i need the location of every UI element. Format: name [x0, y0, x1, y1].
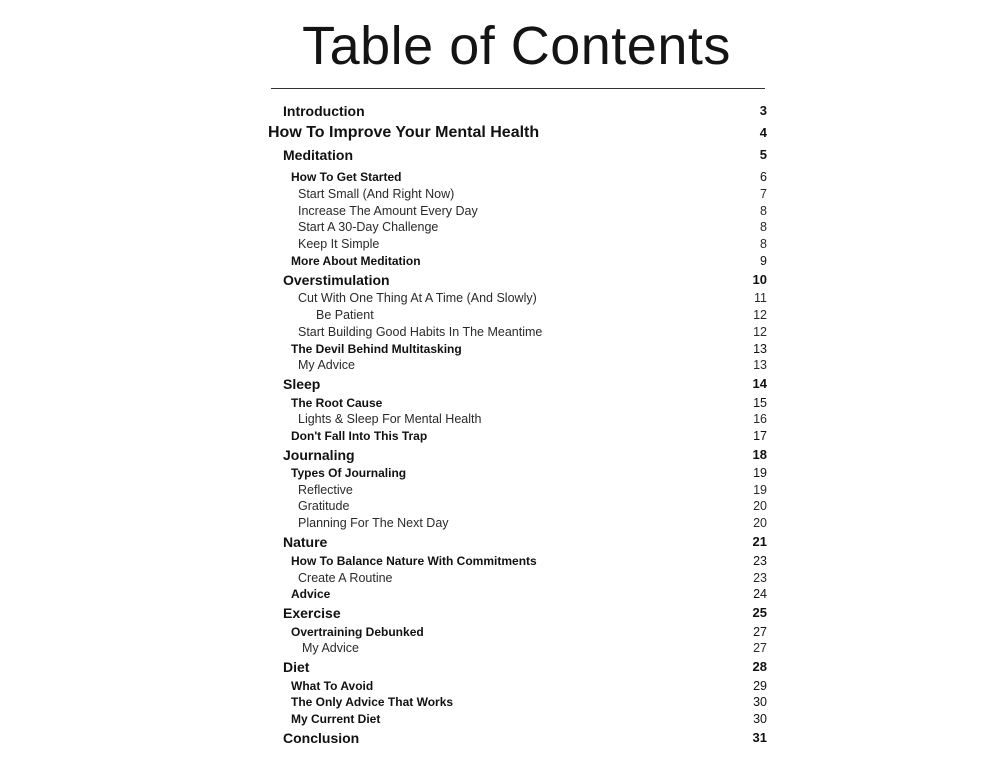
toc-entry-title: Meditation [283, 147, 353, 163]
toc-entry-title: The Devil Behind Multitasking [291, 342, 462, 356]
toc-entry[interactable] [0, 289, 1005, 307]
toc-entry[interactable] [0, 218, 1005, 236]
toc-entry[interactable] [0, 185, 1005, 203]
toc-entry-title: Keep It Simple [298, 237, 380, 251]
toc-entry-page-number: 29 [753, 679, 767, 693]
toc-entry-title: Cut With One Thing At A Time (And Slowly) [298, 291, 537, 305]
toc-entry-page-number: 6 [760, 170, 767, 184]
toc-entry-title: Reflective [298, 483, 353, 497]
toc-entry-page-number: 21 [752, 534, 767, 549]
toc-entry-title: Journaling [283, 447, 355, 463]
toc-entry-page-number: 5 [759, 147, 767, 162]
toc-entry[interactable] [0, 552, 1005, 570]
toc-entry[interactable] [0, 124, 1005, 142]
toc-entry-page-number: 8 [760, 237, 767, 251]
toc-entry-title: Conclusion [283, 730, 360, 746]
toc-entry-title: Overstimulation [283, 272, 390, 288]
toc-entry[interactable] [0, 323, 1005, 341]
toc-entry-page-number: 31 [752, 730, 767, 745]
toc-entry-title: What To Avoid [291, 679, 374, 693]
toc-entry-title: The Only Advice That Works [291, 695, 454, 709]
toc-entry[interactable] [0, 427, 1005, 445]
toc-entry-page-number: 10 [752, 272, 767, 287]
toc-entry-title: Types Of Journaling [291, 466, 407, 480]
toc-entry-page-number: 27 [753, 641, 767, 655]
toc-entry-page-number: 23 [753, 571, 767, 585]
page-title: Table of Contents [302, 16, 731, 76]
toc-entry-page-number: 11 [754, 291, 767, 305]
toc-entry-title: My Advice [302, 641, 359, 655]
toc-entry-page-number: 25 [752, 605, 767, 620]
toc-entry-title: Start A 30-Day Challenge [298, 220, 439, 234]
toc-entry[interactable] [0, 356, 1005, 374]
toc-entry-title: Advice [291, 587, 331, 601]
toc-entry-page-number: 9 [760, 254, 767, 268]
toc-entry-title: Lights & Sleep For Mental Health [298, 412, 482, 426]
toc-entry[interactable] [0, 271, 1005, 289]
toc-entry-page-number: 16 [753, 412, 767, 426]
toc-entry[interactable] [0, 497, 1005, 515]
toc-entry-title: Be Patient [316, 308, 374, 322]
toc-entry-page-number: 30 [753, 712, 767, 726]
toc-entry-title: The Root Cause [291, 396, 383, 410]
toc-entry[interactable] [0, 410, 1005, 428]
toc-entry-page-number: 23 [753, 554, 767, 568]
toc-entry[interactable] [0, 658, 1005, 676]
toc-entry[interactable] [0, 729, 1005, 747]
toc-entry-page-number: 3 [759, 103, 767, 118]
toc-entry-page-number: 30 [753, 695, 767, 709]
toc-entry-page-number: 17 [753, 429, 767, 443]
toc-entry[interactable] [0, 639, 1005, 657]
toc-entry-page-number: 8 [760, 220, 767, 234]
toc-entry-page-number: 13 [753, 342, 767, 356]
toc-entry[interactable] [0, 533, 1005, 551]
toc-entry-title: How To Balance Nature With Commitments [291, 554, 537, 568]
toc-entry-title: Increase The Amount Every Day [298, 204, 478, 218]
toc-entry-page-number: 8 [760, 204, 767, 218]
toc-entry-page-number: 14 [752, 376, 767, 391]
toc-entry-title: Don't Fall Into This Trap [291, 429, 428, 443]
toc-entry-title: Diet [283, 659, 310, 675]
toc-entry[interactable] [0, 446, 1005, 464]
toc-entry-title: Gratitude [298, 499, 350, 513]
toc-entry[interactable] [0, 235, 1005, 253]
toc-entry-page-number: 20 [753, 499, 767, 513]
toc-entry-page-number: 27 [753, 625, 767, 639]
toc-entry-title: Planning For The Next Day [298, 516, 449, 530]
toc-entry[interactable] [0, 375, 1005, 393]
toc-entry-page-number: 20 [753, 516, 767, 530]
toc-entry-page-number: 15 [753, 396, 767, 410]
toc-entry-title: How To Get Started [291, 170, 402, 184]
toc-entry[interactable] [0, 710, 1005, 728]
toc-entry[interactable] [0, 693, 1005, 711]
toc-entry-page-number: 7 [760, 187, 767, 201]
toc-entry-title: My Current Diet [291, 712, 381, 726]
toc-entry-title: Overtraining Debunked [291, 625, 424, 639]
toc-entry-title: How To Improve Your Mental Health [268, 124, 540, 141]
toc-entry-page-number: 28 [752, 659, 767, 674]
toc-entry-title: Sleep [283, 376, 321, 392]
toc-entry-title: Exercise [283, 605, 341, 621]
toc-entry-title: My Advice [298, 358, 355, 372]
toc-entry[interactable] [0, 306, 1005, 324]
toc-entry-page-number: 4 [759, 125, 767, 140]
toc-entry-page-number: 12 [753, 308, 767, 322]
toc-entry[interactable] [0, 102, 1005, 120]
toc-entry[interactable] [0, 514, 1005, 532]
toc-entry[interactable] [0, 464, 1005, 482]
toc-entry-title: Start Small (And Right Now) [298, 187, 455, 201]
toc-entry[interactable] [0, 168, 1005, 186]
toc-entry[interactable] [0, 146, 1005, 164]
toc-entry-page-number: 19 [753, 466, 767, 480]
toc-entry-page-number: 19 [753, 483, 767, 497]
toc-entry[interactable] [0, 604, 1005, 622]
toc-entry[interactable] [0, 252, 1005, 270]
toc-entry-page-number: 12 [753, 325, 767, 339]
toc-entry-page-number: 18 [752, 447, 767, 462]
toc-entry-page-number: 24 [753, 587, 767, 601]
toc-entry-title: More About Meditation [291, 254, 421, 268]
toc-entry[interactable] [0, 585, 1005, 603]
title-divider [271, 88, 765, 89]
toc-entry-page-number: 13 [753, 358, 767, 372]
toc-entry-title: Nature [283, 534, 328, 550]
toc-entry-title: Start Building Good Habits In The Meantime [298, 325, 543, 339]
toc-entry-title: Create A Routine [298, 571, 393, 585]
toc-entry-title: Introduction [283, 103, 365, 119]
